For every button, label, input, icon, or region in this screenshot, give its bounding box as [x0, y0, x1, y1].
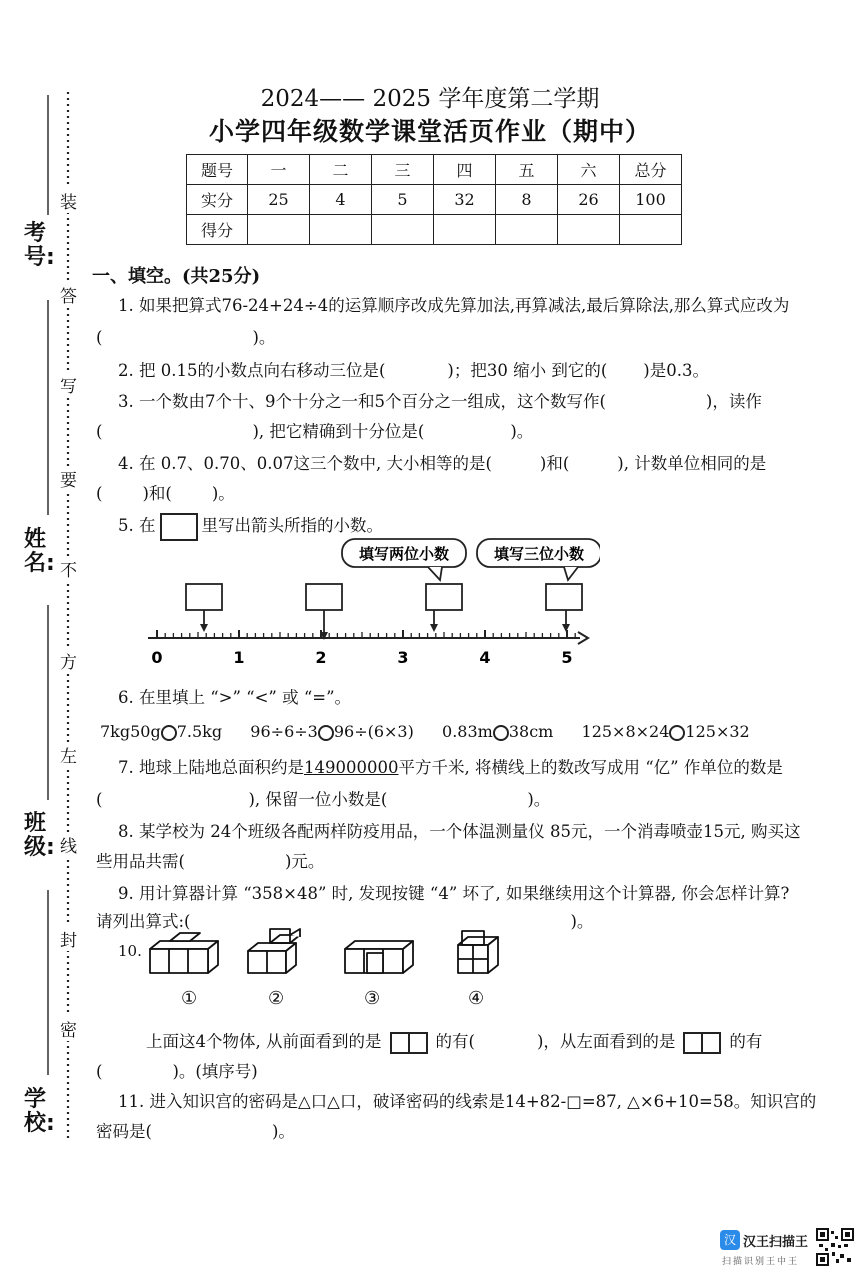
q3-part: 3. 一个数由7个十、9个十分之一和5个百分之一组成，这个数写作( — [118, 392, 606, 411]
compare-left: 96÷6÷3 — [250, 722, 318, 741]
q10-part: ( — [96, 1062, 103, 1081]
bubble-three-decimals — [477, 539, 600, 580]
tick-label: 1 — [233, 648, 245, 667]
seal-char: 写 — [60, 372, 77, 397]
q7-underlined-number: 149000000 — [304, 758, 399, 777]
score-input-cell[interactable] — [310, 215, 372, 245]
score-input-cell[interactable] — [372, 215, 434, 245]
seal-char: 封 — [60, 926, 77, 951]
tick-label: 0 — [151, 648, 163, 667]
table-cell: 5 — [372, 185, 434, 215]
q10-part: 的有( — [435, 1032, 475, 1051]
compare-right: 125×32 — [685, 722, 750, 741]
q7-part: ), 保留一位小数是( — [248, 790, 388, 809]
compare-circle[interactable] — [161, 725, 177, 741]
q4-text-2 — [96, 480, 235, 504]
table-cell: 题号 — [187, 155, 248, 185]
table-cell: 总分 — [620, 155, 682, 185]
scanner-app-name: 汉王扫描王 — [743, 1235, 809, 1250]
section-heading: 一、填空。(共25分) — [92, 266, 261, 287]
tick-label: 2 — [315, 648, 327, 667]
class-label: 班级: — [24, 811, 55, 860]
q10-part: )。(填序号) — [172, 1062, 258, 1081]
q10-part: 的有 — [729, 1032, 763, 1051]
table-row — [187, 215, 682, 245]
seal-char: 不 — [60, 556, 77, 581]
q4-part: )和( — [142, 484, 172, 503]
number-line-answer-box[interactable] — [546, 584, 582, 610]
cube-object-4 — [458, 931, 498, 973]
compare-right: 96÷(6×3) — [333, 722, 414, 741]
q7-part: 平方千米, 将横线上的数改写成用 “亿” 作单位的数是 — [398, 758, 783, 777]
q4-text — [118, 450, 766, 474]
compare-circle[interactable] — [669, 725, 685, 741]
q11-text: 11. 进入知识宫的密码是△口△口，破译密码的线索是14+82-□=87, △×6+10=58。知识宫的 — [118, 1092, 817, 1111]
name-label: 姓名: — [24, 527, 55, 576]
q10-text-2 — [96, 1058, 258, 1082]
term-title: 2024—— 2025 学年度第二学期 — [260, 86, 600, 112]
q7-part: ( — [96, 790, 103, 809]
tick-label: 4 — [479, 648, 491, 667]
bubble-left-text: 填写两位小数 — [358, 545, 450, 563]
table-cell: 8 — [496, 185, 558, 215]
number-line-answer-box[interactable] — [306, 584, 342, 610]
q4-part: )和( — [539, 454, 570, 473]
compare-right: 7.5kg — [176, 722, 223, 741]
q6-items — [100, 722, 750, 741]
tick-label: 3 — [397, 648, 409, 667]
number-line-answer-box[interactable] — [426, 584, 462, 610]
bubble-two-decimals — [342, 539, 466, 580]
q8-part: )元。 — [284, 852, 325, 871]
seal-char: 左 — [60, 742, 77, 767]
table-cell: 三 — [372, 155, 434, 185]
number-line-figure — [140, 532, 600, 672]
school-label: 学校: — [24, 1087, 55, 1136]
cube-figures — [140, 925, 540, 985]
compare-circle[interactable] — [318, 725, 334, 741]
paren-open: ( — [96, 328, 103, 347]
bubble-right-text: 填写三位小数 — [493, 545, 585, 563]
q3-text-2 — [96, 418, 533, 442]
seal-char: 线 — [60, 832, 77, 857]
exam-number-label: 考号: — [24, 221, 55, 270]
table-cell: 一 — [248, 155, 310, 185]
two-square-view-icon — [390, 1032, 428, 1054]
q8-part: 些用品共需( — [96, 852, 185, 871]
table-cell: 25 — [248, 185, 310, 215]
scanner-app-slogan: 扫描识别王中王 — [722, 1257, 800, 1267]
q7-part: 7. 地球上陆地总面积约是 — [118, 758, 304, 777]
q7-part: )。 — [527, 790, 551, 809]
compare-right: 38cm — [508, 722, 554, 741]
q4-part: 4. 在 0.7、0.70、0.07这三个数中, 大小相等的是( — [118, 454, 492, 473]
compare-circle[interactable] — [493, 725, 509, 741]
cube-object-1 — [150, 933, 218, 973]
table-cell: 得分 — [187, 215, 248, 245]
compare-left: 125×8×24 — [581, 722, 670, 741]
q3-part: ), 把它精确到十分位是( — [252, 422, 425, 441]
two-square-view-icon — [683, 1032, 721, 1054]
cube-object-3 — [345, 941, 413, 973]
q10-text — [146, 1028, 762, 1054]
q10-part: )，从左面看到的是 — [536, 1032, 676, 1051]
q3-part: ( — [96, 422, 103, 441]
score-input-cell[interactable] — [496, 215, 558, 245]
table-cell: 五 — [496, 155, 558, 185]
q1-answer-line — [96, 324, 275, 348]
table-row — [187, 155, 682, 185]
table-cell: 六 — [558, 155, 620, 185]
q2-part: )是0.3。 — [643, 361, 709, 380]
table-cell: 26 — [558, 185, 620, 215]
q8-text: 8. 某学校为 24个班级各配两样防疫用品，一个体温测量仪 85元，一个消毒喷壶15元, 购买这 — [118, 822, 801, 841]
q4-part: ), 计数单位相同的是 — [617, 454, 767, 473]
q9-part: )。 — [570, 912, 594, 931]
q8-text-2 — [96, 848, 324, 872]
table-row — [187, 185, 682, 215]
q11-text-2 — [96, 1118, 295, 1142]
seal-char: 答 — [60, 282, 77, 307]
score-input-cell[interactable] — [248, 215, 310, 245]
q4-part: ( — [96, 484, 103, 503]
q7-text — [118, 754, 783, 778]
q1-text: 1. 如果把算式76-24+24÷4的运算顺序改成先算加法,再算减法,最后算除法,那么算式应改为 — [118, 296, 790, 315]
q2-text — [118, 357, 709, 381]
object-label: ① — [181, 988, 198, 1009]
table-cell: 32 — [434, 185, 496, 215]
q3-part: )，读作 — [705, 392, 762, 411]
q5-part: 里写出箭头所指的小数。 — [201, 516, 383, 535]
q7-text-2 — [96, 786, 550, 810]
table-cell: 实分 — [187, 185, 248, 215]
object-label: ② — [268, 988, 285, 1009]
seal-char: 方 — [60, 648, 77, 673]
q6-text: 6. 在里填上 “>” “<” 或 “=”。 — [118, 688, 352, 707]
q2-part: )；把30 缩小 到它的( — [447, 361, 608, 380]
score-table — [186, 154, 682, 245]
q2-part: 2. 把 0.15的小数点向右移动三位是( — [118, 361, 386, 380]
object-label: ③ — [364, 988, 381, 1009]
q5-part: 5. 在 — [118, 516, 156, 535]
seal-char: 要 — [60, 466, 77, 491]
object-label: ④ — [468, 988, 485, 1009]
q3-text — [118, 388, 762, 412]
q9-text: 9. 用计算器计算 “358×48” 时, 发现按键 “4” 坏了, 如果继续用这个计算器, 你会怎样计算? — [118, 884, 790, 903]
q11-part: )。 — [271, 1122, 295, 1141]
paren-close: )。 — [252, 328, 276, 347]
seal-char: 密 — [60, 1016, 77, 1041]
q11-part: 密码是( — [96, 1122, 152, 1141]
table-cell: 四 — [434, 155, 496, 185]
q3-part: )。 — [510, 422, 534, 441]
score-input-cell[interactable] — [434, 215, 496, 245]
q9-part: 请列出算式:( — [96, 912, 191, 931]
score-input-cell[interactable] — [558, 215, 620, 245]
q10-part: 上面这4个物体, 从前面看到的是 — [146, 1032, 382, 1051]
table-cell: 100 — [620, 185, 682, 215]
score-input-cell[interactable] — [620, 215, 682, 245]
number-line-answer-box[interactable] — [186, 584, 222, 610]
seal-char: 装 — [60, 188, 77, 213]
scanner-logo-icon: 汉 — [720, 1230, 740, 1250]
compare-left: 0.83m — [442, 722, 493, 741]
compare-left: 7kg50g — [100, 722, 161, 741]
q4-part: )。 — [211, 484, 235, 503]
qr-code-icon — [816, 1228, 854, 1266]
table-cell: 4 — [310, 185, 372, 215]
tick-label: 5 — [561, 648, 573, 667]
cube-object-2 — [248, 929, 300, 973]
q10-number: 10. — [118, 942, 142, 960]
page-title: 小学四年级数学课堂活页作业（期中） — [208, 117, 651, 146]
table-cell: 二 — [310, 155, 372, 185]
